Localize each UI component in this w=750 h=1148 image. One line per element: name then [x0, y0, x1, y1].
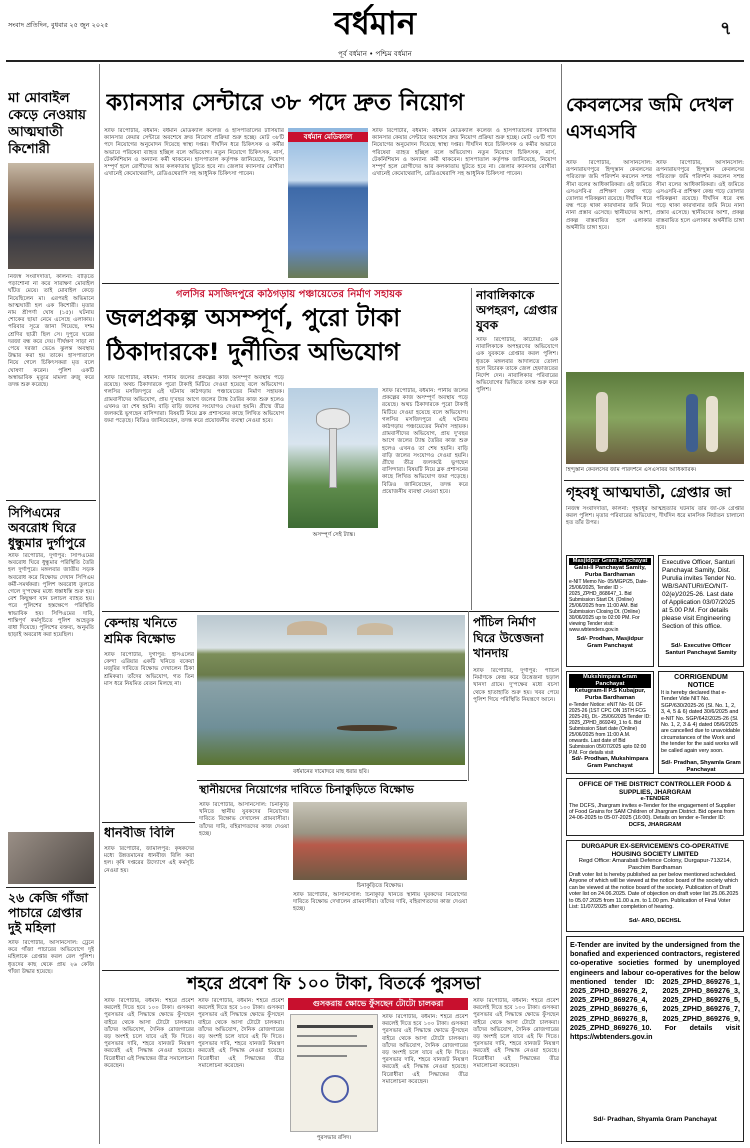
- ad-masjidpur-body: e-NIT Memo No- 05/MGP/25, Date- 25/06/2025, Tender ID :- 2025_ZPHD_868647_1. Bid Submission Start Dt. (Online) 25/06/2025 from 11:00 AM. Bid Submission Closing Dt. (Online) 30/06/2025 up to 02:00 PM. For viewing Tender visit: www.wbtenders.gov.in: [569, 579, 648, 633]
- ad-mukshimpara-sub: Ketugram-II P.S Kubajpur, Purba Bardhaman: [574, 688, 646, 701]
- ad-santuri: [658, 555, 744, 667]
- ssb-caption: হিন্দুস্তান কেবলসের জমি পরিদর্শনে এসএসবির আধিকারিক।: [566, 467, 697, 473]
- ad-jhargram-sign: DCFS, JHARGRAM: [628, 822, 682, 828]
- protest-photo: [293, 802, 467, 880]
- second-headline-2: ঠিকাদারকে! দুর্নীতির অভিযোগ: [106, 338, 400, 366]
- right-body-1: স্টাফ রিপোর্টার, আসানসোল: রূপনারায়ণপুরে হিন্দুস্তান কেবলসের পরিত্যক্ত জমি পরিদর্শন করলেন সশস্ত্র সীমা বলের আধিকারিকরা। ওই জমিতে এসএসবি-র প্রশিক্ষণ কেন্দ্র গড়ে তোলার পরিকল্পনা রয়েছে। দীর্ঘদিন ধরে বন্ধ পড়ে থাকা কারখানার জমি নিয়ে নানা প্রস্তাব এসেছে। স্থানীয়দের আশা, প্রকল্প বাস্তবায়িত হলে এলাকার অর্থনীতি চাঙ্গা হবে।: [566, 160, 652, 231]
- arrest-photo: [8, 832, 94, 884]
- bottom-body-3: স্টাফ রিপোর্টার, বর্ধমান: শহরে প্রবেশ করলেই দিতে হবে ১০০ টাকা। গুসকরা পুরসভার এই সিদ্ধান্তে ক্ষোভে ফুঁসছেন বাইরে থেকে আসা টোটো চালকরা। তাঁদের অভিযোগ, দৈনিক রোজগারের বড় অংশই চলে যাবে এই ফি দিতে। পুরসভার দাবি, শহরে যানজট নিয়ন্ত্রণ করতেই এই সিদ্ধান্ত নেওয়া হয়েছে। বিরোধীরা এই সিদ্ধান্তের তীব্র সমালোচনা করেছেন।: [382, 1014, 468, 1085]
- lead-body-2: স্টাফ রিপোর্টার, বর্ধমান: বর্ধমান মেডিক্যাল কলেজ ও হাসপাতালের টার্সিয়ারি ক্যানসার কেয়ার সেন্টারে অবশেষে দ্রুত নিয়োগ প্রক্রিয়া শুরু হচ্ছে। মোট ৩৮টি পদে নিয়োগের অনুমোদন দিয়েছে স্বাস্থ্য দপ্তর। দীর্ঘদিন ধরে চিকিৎসক ও কর্মীর অভাবে পরিষেবা ব্যাহত হচ্ছিল বলে অভিযোগ। নতুন নিয়োগে চিকিৎসক, নার্স, টেকনিশিয়ান ও অন্যান্য কর্মী থাকবেন। হাসপাতাল কর্তৃপক্ষ জানিয়েছে, নিয়োগ সম্পূর্ণ হলে রোগীদের আর কলকাতায় ছুটতে হবে না। জেলার ক্যানসার রোগীরা এখানেই কেমোথেরাপি, রেডিওথেরাপি সহ আধুনিক চিকিৎসা পাবেন।: [372, 128, 556, 178]
- ad-durgapur-sign: Sd/- ARO, DECHSL: [628, 918, 682, 924]
- ad-mukshimpara: [566, 671, 654, 774]
- bottom-kicker: গুসকরায় ক্ষোভে ফুঁসছেন টোটো চালকরা: [288, 998, 468, 1010]
- right-story2-title: গৃহবধূ আত্মঘাতী, গ্রেপ্তার জা: [566, 485, 732, 501]
- ad-corrigendum: [658, 671, 744, 774]
- left-story1-body: নিজস্ব সংবাদদাতা, কালনা: বাড়িতে পড়াশোনা না করে সারাক্ষণ মোবাইল ঘাঁটত মেয়ে। তাই মোবাইল কেড়ে নিয়েছিলেন মা। এরপরই অভিমানে আত্মঘাতী হল এক কিশোরী। মৃতার নাম শ্রীপর্ণা ঘোষ (১৫)। ঘটনায় শোকের ছায়া নেমে এসেছে এলাকায়। পরিবার সূত্রে জানা গিয়েছে, দশম শ্রেণির ছাত্রী ছিল সে। দুপুরে ঘরের দরজা বন্ধ করে দেয়। দীর্ঘক্ষণ সাড়া না পেয়ে দরজা ভেঙে ঝুলন্ত অবস্থায় উদ্ধার করা হয় তাকে। হাসপাতালে নিয়ে গেলে চিকিৎসকরা মৃত বলে ঘোষণা করেন। পুলিশ একটি অস্বাভাবিক মৃত্যুর মামলা রুজু করে তদন্ত শুরু করেছে।: [8, 274, 94, 389]
- ad-corrigendum-title: CORRIGENDUM NOTICE: [674, 674, 728, 689]
- second-kicker: গলসির মসজিদপুরে কাঠগড়ায় পঞ্চায়েতের নির্মাণ সহায়ক: [176, 289, 402, 300]
- river-caption: বর্ধমানের দামোদরে মাছ ধরার ছবি।: [293, 769, 369, 775]
- ad-durgapur-sub: Regd Office: Amarabati Defence Colony, Durgapur-713214, Paschim Bardhaman: [578, 858, 732, 871]
- mid-story4-body-2: স্টাফ রিপোর্টার, আসানসোল: চিনাকুড়ি খনিতে স্থানীয় যুবকদের নিয়োগের দাবিতে বিক্ষোভ দেখালেন গ্রামবাসীরা। তাঁদের দাবি, বহিরাগতদের কাজ দেওয়া হচ্ছে।: [293, 892, 467, 913]
- ad-santuri-sign: Sd/- Executive Officer Santuri Panchayat Samity: [665, 643, 737, 656]
- ad-jhargram-body: The DCFS, Jhargram invites e-Tender for the engagement of Supplier of Food Grains for SAM Children of Jhargram District. Bid opens from 24-06-2025 to 05-07-2025 (16:00). Details on tender e-Tender ID:: [569, 803, 736, 822]
- girl-photo: [8, 163, 94, 269]
- mid-story4-title: স্থানীয়দের নিয়োগের দাবিতে চিনাকুড়িতে বিক্ষোভ: [199, 783, 414, 796]
- ad-shyamla-body: E-Tender are invited by the undersigned from the bonafied and experienced contractors, registered co-operative societies formed by unemployed engineers and labour co-operatives for the below mentioned tender ID: 2025_ZPHD_869276_1, 2025_ZPHD_869276_2, 2025_ZPHD_869276_3, 2025_ZPHD_869276_4, 2025_ZPHD_869276_5, 2025_ZPHD_869276_6, 2025_ZPHD_869276_7, 2025_ZPHD_869276_8, 2025_ZPHD_869276_9, 2025_ZPHD_869276_10. For details visit https://wbtenders.gov.in: [570, 940, 740, 1042]
- ad-masjidpur-sign: Sd/- Prodhan, Masjidpur Gram Panchayat: [576, 636, 644, 649]
- ad-santuri-body: Executive Officer, Santuri Panchayat Samity, Dist. Purulia invites Tender No. WB/SANTURI/EO/NIT-02(e)/2025-26. Last date of Application 03/07/2025 at 5.00 P.M. For details please visit Engineering Section of this office.: [662, 559, 736, 630]
- hospital-photo-label: বর্ধমান মেডিক্যাল: [288, 132, 368, 142]
- mid-story1-title: কেন্দায় খনিতে শ্রমিক বিক্ষোভ: [104, 615, 177, 646]
- bottom-body-4: স্টাফ রিপোর্টার, বর্ধমান: শহরে প্রবেশ করলেই দিতে হবে ১০০ টাকা। গুসকরা পুরসভার এই সিদ্ধান্তে ক্ষোভে ফুঁসছেন বাইরে থেকে আসা টোটো চালকরা। তাঁদের অভিযোগ, দৈনিক রোজগারের বড় অংশই চলে যাবে এই ফি দিতে। পুরসভার দাবি, শহরে যানজট নিয়ন্ত্রণ করতেই এই সিদ্ধান্ত নেওয়া হয়েছে। বিরোধীরা এই সিদ্ধান্তের তীব্র সমালোচনা করেছেন।: [473, 998, 559, 1069]
- ad-jhargram: [566, 778, 744, 836]
- edition-line: সংবাদ প্রতিদিন, বুধবার ২৫ জুন ২০২৫: [8, 21, 109, 29]
- right-story2-body: নিজস্ব সংবাদদাতা, কালনা: গৃহবধূর আত্মহত্যার ঘটনায় তাঁর জা-কে গ্রেপ্তার করল পুলিশ। মৃতার পরিবারের অভিযোগ, দীর্ঘদিন ধরে মানসিক নির্যাতন চালানো হত তাঁর উপর।: [566, 506, 744, 527]
- right-body-2: স্টাফ রিপোর্টার, আসানসোল: রূপনারায়ণপুরে হিন্দুস্তান কেবলসের পরিত্যক্ত জমি পরিদর্শন করলেন সশস্ত্র সীমা বলের আধিকারিকরা। ওই জমিতে এসএসবি-র প্রশিক্ষণ কেন্দ্র গড়ে তোলার পরিকল্পনা রয়েছে। দীর্ঘদিন ধরে বন্ধ পড়ে থাকা কারখানার জমি নিয়ে নানা প্রস্তাব এসেছে। স্থানীয়দের আশা, প্রকল্প বাস্তবায়িত হলে এলাকার অর্থনীতি চাঙ্গা হবে।: [656, 160, 744, 231]
- minor-headline: নাবালিকাকে অপহরণ, গ্রেপ্তার যুবক: [476, 288, 558, 332]
- left-story3-title: ২৬ কেজি গাঁজা পাচারে গ্রেপ্তার দুই মহিলা: [8, 890, 89, 935]
- ad-corrigendum-sign: Sd/- Pradhan, Shyamla Gram Panchayat: [661, 760, 741, 773]
- ad-durgapur-body: Draft voter list is hereby published as per below mentioned scheduled. Anyone of which will be viewed at the notice board of the society which can be viewed at the notice board of the society. Publication of Draft voter list on 24.06.2025. Date of objection on draft voter list 25.06.2025 to 05.07.2025 from 11.00 a.m. to 1.00 pm. Publication of Final Voter List: 11/07/2025 after completion of hearing.: [569, 872, 739, 911]
- masthead-title: বর্ধমান: [334, 4, 416, 42]
- ad-jhargram-sub: e-TENDER: [640, 796, 670, 802]
- page-number: ৭: [720, 18, 732, 39]
- right-headline: কেবলসের জমি দেখল এসএসবি: [566, 94, 733, 143]
- bottom-headline: শহরে প্রবেশ ফি ১০০ টাকা, বিতর্কে পুরসভা: [187, 974, 481, 994]
- bottom-body-2: স্টাফ রিপোর্টার, বর্ধমান: শহরে প্রবেশ করলেই দিতে হবে ১০০ টাকা। গুসকরা পুরসভার এই সিদ্ধান্তে ক্ষোভে ফুঁসছেন বাইরে থেকে আসা টোটো চালকরা। তাঁদের অভিযোগ, দৈনিক রোজগারের বড় অংশই চলে যাবে এই ফি দিতে। পুরসভার দাবি, শহরে যানজট নিয়ন্ত্রণ করতেই এই সিদ্ধান্ত নেওয়া হয়েছে। বিরোধীরা এই সিদ্ধান্তের তীব্র সমালোচনা করেছেন।: [198, 998, 284, 1069]
- receipt-photo: [290, 1014, 378, 1132]
- left-story2-body: স্টাফ রিপোর্টার, দুর্গাপুর: সিপিএমের অবরোধ ঘিরে ধুন্ধুমার পরিস্থিতি তৈরি হল দুর্গাপুরে। মঙ্গলবার জাতীয় সড়ক অবরোধ করে বিক্ষোভ দেখান সিপিএম কর্মী-সমর্থকরা। পুলিশ অবরোধ তুলতে গেলে দু'পক্ষের মধ্যে ধস্তাধস্তি শুরু হয়। বেশ কিছুক্ষণ যান চলাচল ব্যাহত হয়। পরে পুলিশের হস্তক্ষেপে পরিস্থিতি স্বাভাবিক হয়। সিপিএমের দাবি, শান্তিপূর্ণ কর্মসূচিতে পুলিশ অহেতুক বাধা দিয়েছে। পুলিশের বক্তব্য, অনুমতি ছাড়াই অবরোধ করা হয়েছিল।: [8, 553, 94, 639]
- second-body-2: স্টাফ রিপোর্টার, বর্ধমান: পানীয় জলের প্রকল্পের কাজ অসম্পূর্ণ অবস্থায় পড়ে রয়েছে। অথচ ঠিকাদারকে পুরো টাকাই মিটিয়ে দেওয়া হয়েছে বলে অভিযোগ। গলসির মসজিদপুরে এই ঘটনায় কাঠগড়ায় পঞ্চায়েতের নির্মাণ সহায়ক। গ্রামবাসীদের অভিযোগ, প্রায় দু'বছর আগে জলের ট্যাঙ্ক তৈরির কাজ শুরু হলেও এখনও তা শেষ হয়নি। বাড়ি বাড়ি জলের সংযোগও দেওয়া হয়নি। গ্রীষ্মে তীব্র জলকষ্টে ভুগছেন বাসিন্দারা। বিষয়টি নিয়ে ব্লক প্রশাসনের কাছে লিখিত অভিযোগ জমা পড়েছে। বিডিও জানিয়েছেন, তদন্ত করে প্রয়োজনীয় ব্যবস্থা নেওয়া হবে।: [382, 388, 468, 495]
- mid-story3-title: ধানবীজ বিলি: [104, 826, 175, 841]
- left-story1-title: মা মোবাইল কেড়ে নেওয়ায় আত্মঘাতী কিশোরী: [8, 90, 86, 157]
- water-tank-caption: অসম্পূর্ণ সেই ট্যাঙ্ক।: [312, 532, 356, 538]
- ad-masjidpur-sub: Galsi-II Panchayat Samity, Purba Bardhaman: [574, 565, 646, 578]
- ad-mukshimpara-sign: Sd/- Prodhan, Mukshimpara Gram Panchayat: [571, 756, 649, 769]
- bottom-body-1: স্টাফ রিপোর্টার, বর্ধমান: শহরে প্রবেশ করলেই দিতে হবে ১০০ টাকা। গুসকরা পুরসভার এই সিদ্ধান্তে ক্ষোভে ফুঁসছেন বাইরে থেকে আসা টোটো চালকরা। তাঁদের অভিযোগ, দৈনিক রোজগারের বড় অংশই চলে যাবে এই ফি দিতে। পুরসভার দাবি, শহরে যানজট নিয়ন্ত্রণ করতেই এই সিদ্ধান্ত নেওয়া হয়েছে। বিরোধীরা এই সিদ্ধান্তের তীব্র সমালোচনা করেছেন।: [104, 998, 194, 1069]
- ad-shyamla: [566, 936, 744, 1142]
- minor-body: স্টাফ রিপোর্টার, কাটোয়া: এক নাবালিকাকে অপহরণের অভিযোগে এক যুবককে গ্রেপ্তার করল পুলিশ। ধৃতকে মঙ্গলবার আদালতে তোলা হলে বিচারক তাকে জেল হেফাজতের নির্দেশ দেন। নাবালিকার পরিবারের অভিযোগের ভিত্তিতে তদন্ত শুরু করে পুলিশ।: [476, 337, 558, 394]
- second-body-1: স্টাফ রিপোর্টার, বর্ধমান: পানীয় জলের প্রকল্পের কাজ অসম্পূর্ণ অবস্থায় পড়ে রয়েছে। অথচ ঠিকাদারকে পুরো টাকাই মিটিয়ে দেওয়া হয়েছে বলে অভিযোগ। গলসির মসজিদপুরে এই ঘটনায় কাঠগড়ায় পঞ্চায়েতের নির্মাণ সহায়ক। গ্রামবাসীদের অভিযোগ, প্রায় দু'বছর আগে জলের ট্যাঙ্ক তৈরির কাজ শুরু হলেও এখনও তা শেষ হয়নি। বাড়ি বাড়ি জলের সংযোগও দেওয়া হয়নি। গ্রীষ্মে তীব্র জলকষ্টে ভুগছেন বাসিন্দারা। বিষয়টি নিয়ে ব্লক প্রশাসনের কাছে লিখিত অভিযোগ জমা পড়েছে। বিডিও জানিয়েছেন, তদন্ত করে প্রয়োজনীয় ব্যবস্থা নেওয়া হবে।: [104, 375, 284, 425]
- ad-masjidpur: [566, 555, 654, 667]
- mid-story2-body: স্টাফ রিপোর্টার, দুর্গাপুর: পাঁচিল নির্মাণকে কেন্দ্র করে উত্তেজনা ছড়াল খানদা গ্রামে। দু'পক্ষের মধ্যে বচসা থেকে হাতাহাতি শুরু হয়। খবর পেয়ে পুলিশ গিয়ে পরিস্থিতি নিয়ন্ত্রণে আনে।: [473, 668, 559, 703]
- mid-story4-body: স্টাফ রিপোর্টার, আসানসোল: চিনাকুড়ি খনিতে স্থানীয় যুবকদের নিয়োগের দাবিতে বিক্ষোভ দেখালেন গ্রামবাসীরা। তাঁদের দাবি, বহিরাগতদের কাজ দেওয়া হচ্ছে।: [199, 802, 289, 837]
- masthead-rule: [6, 60, 744, 62]
- mid-story1-body: স্টাফ রিপোর্টার, দুর্গাপুর: ইসিএলের কেন্দা এরিয়ার একটি খনিতে বকেয়া মজুরির দাবিতে বিক্ষোভ দেখালেন ঠিকা শ্রমিকরা। তাঁদের অভিযোগ, গত তিন মাস ধরে নিয়মিত বেতন মিলছে না।: [104, 652, 194, 687]
- left-story2-title: সিপিএমের অবরোধ ঘিরে ধুন্ধুমার দুর্গাপুরে: [8, 505, 86, 550]
- second-headline-1: জলপ্রকল্প অসম্পূর্ণ, পুরো টাকা: [106, 304, 401, 332]
- lead-headline: ক্যানসার সেন্টারে ৩৮ পদে দ্রুত নিয়োগ: [106, 90, 465, 116]
- section-line: পূর্ব বর্ধমান • পশ্চিম বর্ধমান: [338, 50, 412, 58]
- protest-caption: চিনাকুড়িতে বিক্ষোভ।: [356, 883, 404, 889]
- ad-mukshimpara-body: e-Tender Notice: eNIT No- 01 OF 2025-26 (1ST CPC ON 15TH FCG 2025-26), Dt.- 25/06/2025 Tender ID: 2025_ZPHD_869249_1 to 6. Bid Submission Start date (Online) 25/06/2025 from 11:00 A.M. onwards. Last date of Bid Submission 05/07/2025 upto 02:00 P.M. For details visit: [569, 702, 651, 756]
- ad-jhargram-title: OFFICE OF THE DISTRICT CONTROLLER FOOD & SUPPLIES, JHARGRAM: [578, 781, 732, 796]
- ad-mukshimpara-title: Mukshimpara Gram Panchayat: [569, 674, 651, 688]
- ad-corrigendum-body: It is hereby declared that e-Tender Vide NIT No. SGP/630/2025-26 (Sl. No. 1, 2, 3, 4, 5 & 6) dated 30/6/2025 and e-NIT No. SGP/642/2025-26 (Sl. No. 1, 2, 3 & 4) dated 05/6/2025 are cancelled due to unavoidable circumstances of the Work and the tender for the said works will be called again very soon.: [661, 690, 741, 754]
- hospital-photo: [288, 128, 368, 278]
- river-photo: [197, 615, 465, 765]
- receipt-caption: পুরসভার রসিদ।: [316, 1135, 352, 1141]
- ad-durgapur-title: DURGAPUR EX-SERVICEMEN'S CO-OPERATIVE HOUSING SOCIETY LIMITED: [581, 843, 729, 858]
- mid-story2-title: পাঁচিল নির্মাণ ঘিরে উত্তেজনা খানদায়: [473, 615, 544, 660]
- mid-story3-body: স্টাফ রিপোর্টার, জামালপুর: কৃষকদের মধ্যে উন্নতমানের ধানবীজ বিলি করা হল। কৃষি দপ্তরের উদ্যোগে এই কর্মসূচি নেওয়া হয়।: [104, 846, 194, 874]
- ssb-photo: [566, 372, 744, 464]
- ad-shyamla-sign: Sd/- Pradhan, Shyamla Gram Panchayat: [593, 1116, 717, 1123]
- water-tank-photo: [288, 388, 378, 528]
- ad-masjidpur-title: Masjidpur Gram Panchayat: [569, 558, 651, 565]
- ad-durgapur: [566, 840, 744, 932]
- water-tank: [316, 408, 350, 430]
- lead-body-1: স্টাফ রিপোর্টার, বর্ধমান: বর্ধমান মেডিক্যাল কলেজ ও হাসপাতালের টার্সিয়ারি ক্যানসার কেয়ার সেন্টারে অবশেষে দ্রুত নিয়োগ প্রক্রিয়া শুরু হচ্ছে। মোট ৩৮টি পদে নিয়োগের অনুমোদন দিয়েছে স্বাস্থ্য দপ্তর। দীর্ঘদিন ধরে চিকিৎসক ও কর্মীর অভাবে পরিষেবা ব্যাহত হচ্ছিল বলে অভিযোগ। নতুন নিয়োগে চিকিৎসক, নার্স, টেকনিশিয়ান ও অন্যান্য কর্মী থাকবেন। হাসপাতাল কর্তৃপক্ষ জানিয়েছে, নিয়োগ সম্পূর্ণ হলে রোগীদের আর কলকাতায় ছুটতে হবে না। জেলার ক্যানসার রোগীরা এখানেই কেমোথেরাপি, রেডিওথেরাপি সহ আধুনিক চিকিৎসা পাবেন।: [104, 128, 284, 178]
- left-story3-body: স্টাফ রিপোর্টার, আসানসোল: ট্রেনে করে গাঁজা পাচারের অভিযোগে দুই মহিলাকে গ্রেপ্তার করল রেল পুলিশ। ধৃতদের কাছ থেকে প্রায় ২৬ কেজি গাঁজা উদ্ধার হয়েছে।: [8, 940, 94, 975]
